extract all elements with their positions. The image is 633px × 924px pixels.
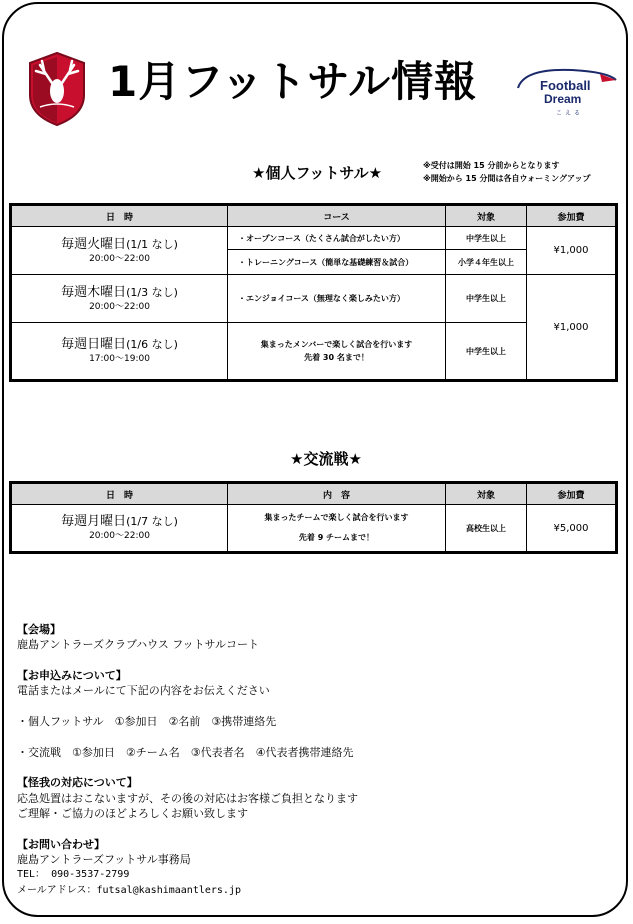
day-label: 毎週月曜日 [61, 514, 127, 529]
target-cell: 小学４年生以上 [446, 250, 527, 275]
col-header: 内 容 [228, 484, 446, 505]
day-note: (1/1 なし) [126, 237, 178, 251]
table-header-row [12, 206, 616, 227]
logo-line2: Dream [544, 92, 582, 106]
apply-exchange: ・交流戦 ①参加日 ②チーム名 ③代表者名 ④代表者携帯連絡先 [17, 746, 354, 759]
individual-heading: ★個人フットサル★ [252, 164, 383, 182]
venue-label: 【会場】 [17, 623, 61, 636]
page-title: 1月フットサル情報 [108, 57, 478, 106]
target-cell: 中学生以上 [446, 323, 527, 380]
note-line: ※開始から 15 分間は各自ウォーミングアップ [423, 174, 591, 183]
course-cell: ・オープンコース（たくさん試合がしたい方） [228, 227, 446, 250]
day-label: 毎週日曜日 [61, 337, 127, 352]
football-dream-logo [514, 64, 620, 122]
course-line: 先着 30 名まで！ [304, 353, 369, 362]
table-row [12, 323, 616, 380]
contact-label: 【お問い合わせ】 [17, 838, 105, 851]
col-header: 参加費 [527, 484, 616, 505]
injury-line: 応急処置はおこないますが、その後の対応はお客様ご負担となります [17, 792, 358, 805]
time-label: 20:00～22:00 [89, 301, 150, 312]
venue-text: 鹿島アントラーズクラブハウス フットサルコート [17, 638, 259, 651]
individual-table [11, 205, 616, 380]
note-line: ※受付は開始 15 分前からとなります [423, 161, 560, 170]
apply-text: 電話またはメールにて下記の内容をお伝えください [17, 684, 270, 697]
injury-label: 【怪我の対応について】 [17, 776, 138, 789]
col-header: コース [228, 206, 446, 227]
course-line: 集まったメンバーで楽しく試合を行います [260, 340, 413, 349]
injury-line: ご理解・ご協力のほどよろしくお願い致します [17, 807, 248, 820]
contact-tel: TEL： 090-3537-2799 [17, 869, 130, 880]
time-label: 20:00～22:00 [89, 253, 150, 264]
logo-sub: こえる [556, 110, 584, 117]
fee-cell: ¥5,000 [527, 505, 616, 552]
content-line: 先着 9 チームまで！ [298, 533, 375, 542]
target-cell: 中学生以上 [446, 227, 527, 250]
content-line: 集まったチームで楽しく試合を行います [264, 513, 409, 522]
col-header: 対象 [446, 484, 527, 505]
table-row [12, 275, 616, 323]
table-row [12, 227, 616, 250]
course-cell: ・エンジョイコース（無理なく楽しみたい方） [228, 275, 446, 323]
col-header: 参加費 [527, 206, 616, 227]
day-label: 毎週木曜日 [61, 284, 127, 300]
contact-office: 鹿島アントラーズフットサル事務局 [17, 853, 191, 866]
logo-line1: Football [540, 78, 591, 93]
day-note: (1/3 なし) [126, 285, 178, 299]
content-cell [228, 505, 446, 552]
course-cell: ・トレーニングコース（簡単な基礎練習＆試合） [228, 250, 446, 275]
course-cell [228, 323, 446, 380]
day-note: (1/7 なし) [126, 515, 178, 528]
time-label: 20:00～22:00 [89, 531, 150, 541]
contact-mail: メールアドレス：futsal@kashimaantlers.jp [17, 885, 241, 896]
day-label: 毎週火曜日 [61, 236, 127, 252]
schedule-cell [12, 227, 228, 275]
kashima-antlers-crest-icon [26, 51, 88, 127]
schedule-cell [12, 505, 228, 552]
fee-cell: ¥1,000 [527, 227, 616, 275]
schedule-cell [12, 323, 228, 380]
col-header: 対象 [446, 206, 527, 227]
time-label: 17:00～19:00 [89, 354, 150, 364]
apply-individual: ・個人フットサル ①参加日 ②名前 ③携帯連絡先 [17, 715, 277, 728]
target-cell: 中学生以上 [446, 275, 527, 323]
col-header: 日 時 [12, 484, 228, 505]
day-note: (1/6 なし) [126, 338, 178, 351]
table-header-row [12, 484, 616, 505]
table-row [12, 505, 616, 552]
apply-label: 【お申込みについて】 [17, 669, 127, 682]
schedule-cell [12, 275, 228, 323]
col-header: 日 時 [12, 206, 228, 227]
fee-cell: ¥1,000 [527, 275, 616, 380]
exchange-heading: ★交流戦★ [290, 450, 362, 468]
exchange-table [11, 483, 616, 552]
target-cell: 高校生以上 [446, 505, 527, 552]
individual-notes [423, 159, 590, 185]
